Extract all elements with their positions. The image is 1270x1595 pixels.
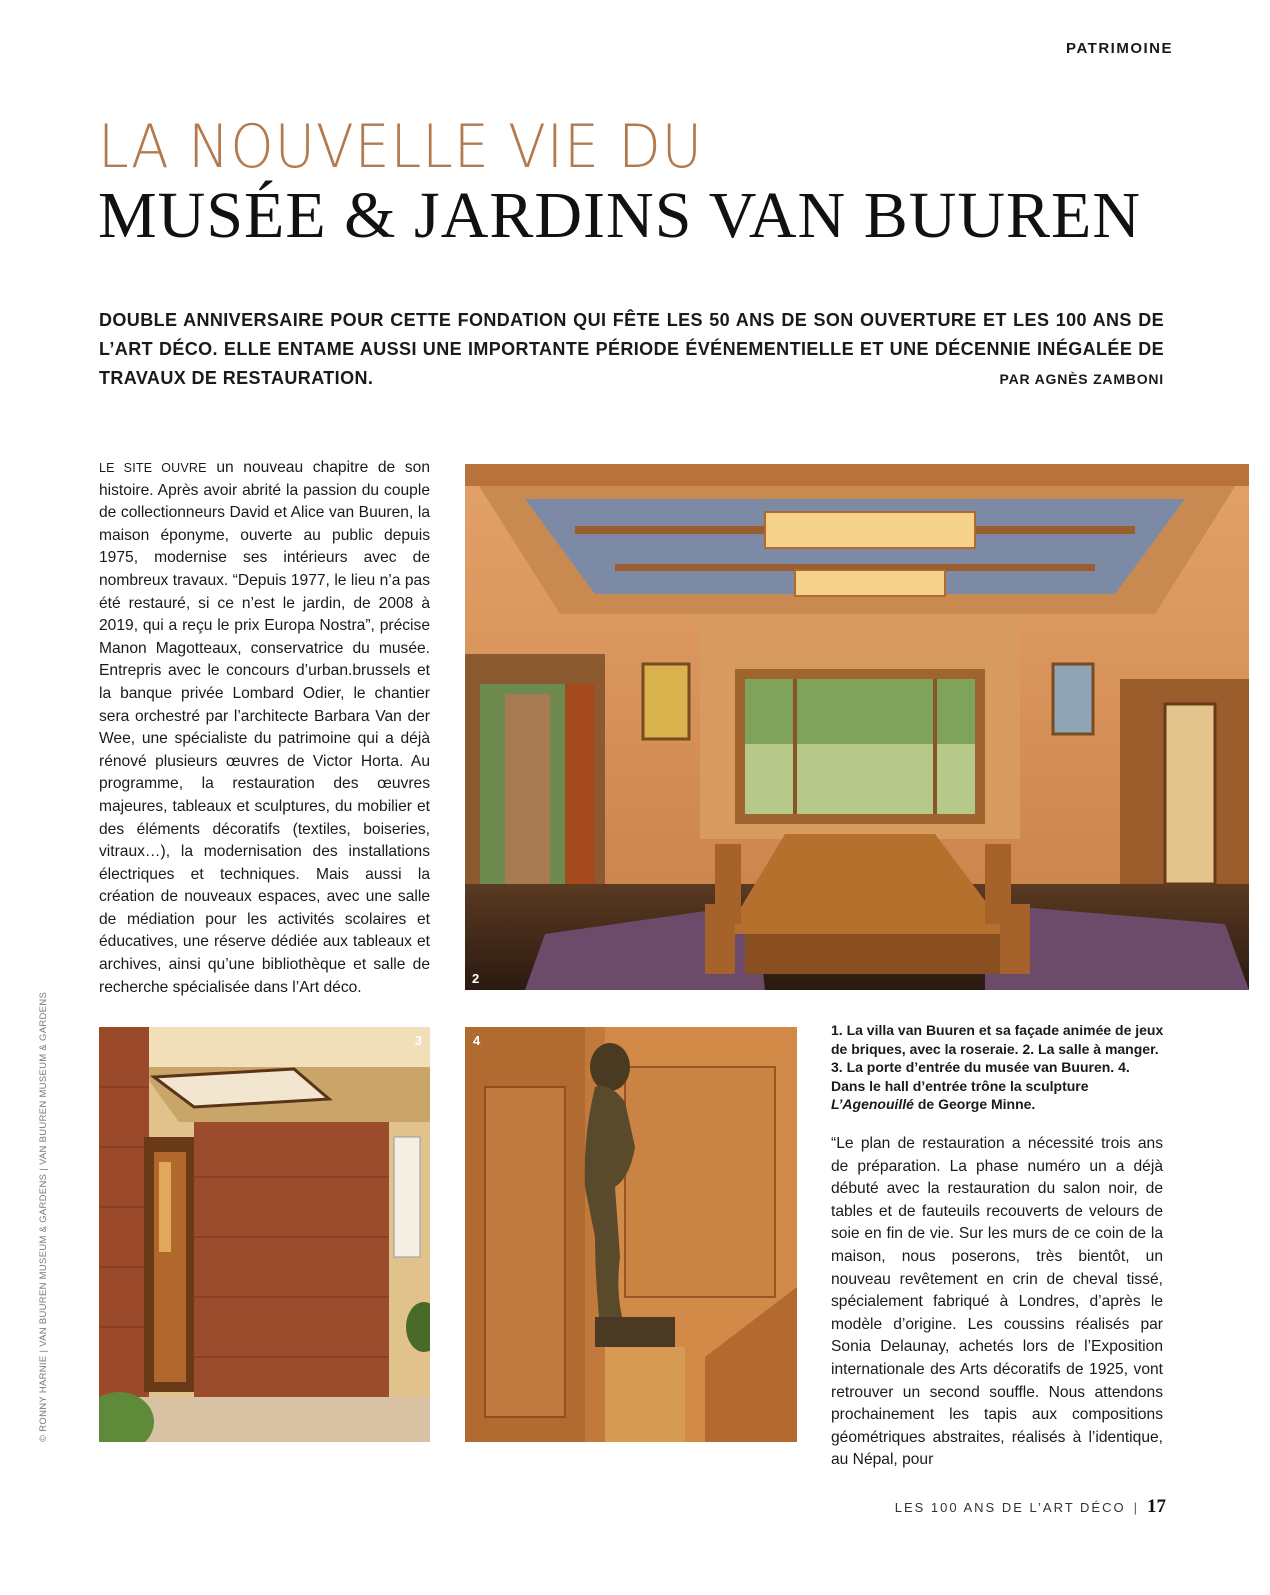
- statue-photo: [465, 1027, 797, 1442]
- headline-line-1: LA NOUVELLE VIE DU: [98, 112, 703, 182]
- footer-series: LES 100 ANS DE L’ART DÉCO: [894, 1500, 1126, 1515]
- page-number: 17: [1147, 1496, 1166, 1517]
- article-column-1: [99, 457, 430, 999]
- headline-line-2: MUSÉE & JARDINS VAN BUUREN: [98, 179, 1142, 252]
- caption-text-5: de George Minne.: [913, 1096, 1036, 1113]
- lead-in: LE SITE OUVRE: [99, 461, 207, 475]
- caption-text-2: La salle à manger.: [1034, 1040, 1159, 1057]
- caption-text-4: Dans le hall d’entrée trône la sculpture: [831, 1077, 1089, 1094]
- caption-number-1: 1.: [831, 1022, 843, 1038]
- dining-room-photo: [465, 464, 1249, 990]
- photo-credit: © RONNY HARNIE | VAN BUUREN MUSEUM & GARDENS | VAN BUUREN MUSEUM & GARDENS: [38, 991, 49, 1442]
- caption-text-3: La porte d’entrée du musée van Buuren.: [842, 1059, 1119, 1076]
- caption-number-4: 4.: [1118, 1059, 1130, 1076]
- byline: PAR AGNÈS ZAMBONI: [999, 371, 1164, 387]
- page-footer: [895, 1496, 1166, 1518]
- photo-number-2: 2: [472, 971, 480, 986]
- intro-paragraph: DOUBLE ANNIVERSAIRE POUR CETTE FONDATION QUI FÊTE LES 50 ANS DE SON OUVERTURE ET LES 100 ANS DE L’ART DÉCO. ELLE ENTAME AUSSI UNE IMPORTANTE PÉRIODE ÉVÉNEMENTIELLE ET UNE DÉCENNIE INÉGALÉE DE TRAVAUX DE RESTAURATION.: [99, 310, 1164, 388]
- photo-number-4: 4: [473, 1033, 481, 1048]
- caption-number-3: 3.: [831, 1059, 843, 1076]
- photo-number-3: 3: [414, 1033, 422, 1048]
- entrance-door-photo: [99, 1027, 430, 1442]
- column-1-text: un nouveau chapitre de son histoire. Après avoir abrité la passion du couple de collectionneurs David et Alice van Buuren, la maison éponyme, ouverte au public depuis 1975, modernise ses intérieurs avec de nombreux travaux. “Depuis 1977, le lieu n’a pas été restauré, si ce n’est le jardin, de 2008 à 2019, qui a reçu le prix Europa Nostra”, précise Manon Magotteaux, conservatrice du musée. Entrepris avec le concours d’urban.brussels et la banque privée Lombard Odier, le chantier sera orchestré par l’architecte Barbara Van der Wee, une spécialiste du patrimoine qui a déjà rénové plusieurs œuvres de Victor Horta. Au programme, la restauration des œuvres majeures, tableaux et sculptures, du mobilier et des éléments décoratifs (textiles, boiseries, vitraux…), la modernisation des installations électriques et techniques. Mais aussi la création de nouveaux espaces, avec une salle de médiation pour les activités scolaires et éducatives, une réserve dédiée aux tableaux et archives, ainsi qu’une bibliothèque et salle de recherche spécialisée dans l’Art déco.: [99, 459, 430, 996]
- photo-caption: [831, 1021, 1167, 1114]
- caption-artwork-title: L’Agenouillé: [831, 1096, 914, 1113]
- footer-separator: |: [1133, 1500, 1139, 1515]
- caption-number-2: 2.: [1022, 1040, 1035, 1057]
- section-tag: PATRIMOINE: [1066, 40, 1173, 57]
- article-column-2: “Le plan de restauration a nécessité trois ans de préparation. La phase numéro un a déjà débuté avec la restauration du salon noir, de tables et de fauteuils recouverts de velours de soie en fin de vie. Sur les murs de ce coin de la maison, nous poserons, très bientôt, un nouveau revêtement en crin de cheval tissé, spécialement fabriqué à Londres, d’après le modèle d’origine. Les coussins réalisés par Sonia Delaunay, achetés lors de l’Exposition internationale des Arts décoratifs de 1925, vont retrouver un second souffle. Nous attendons prochainement les tapis aux compositions géométriques abstraites, réalisés à l’identique, au Népal, pour: [831, 1135, 1163, 1469]
- caption-text-1: La villa van Buuren et sa façade animée de jeux de briques, avec la roseraie.: [831, 1022, 1164, 1057]
